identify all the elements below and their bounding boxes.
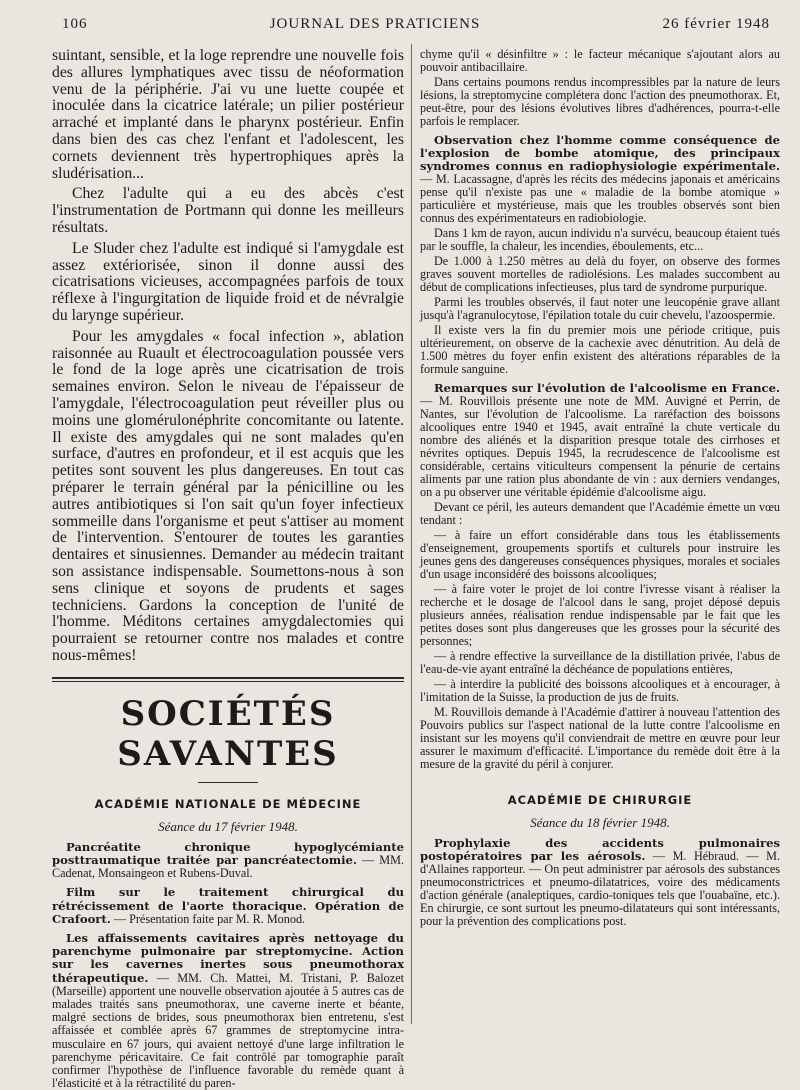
seance-date: Séance du 18 février 1948. — [530, 815, 670, 830]
paragraph: chyme qu'il « désinfiltre » : le facteur mécanique s'ajoutant alors au pouvoir antibacillaire. — [420, 47, 780, 74]
paragraph: M. Rouvillois demande à l'Académie d'attirer à nouveau l'attention des Pouvoirs publics sur l'aspect national de la lutte contre l'alcoolisme en insistant sur les moyens qu'il conviendrait de mettre en œuvre pour leur assurer le maximum d'efficacité. L'importance du remède doit être à la mesure de la gravité du péril à conjurer. — [420, 705, 780, 771]
page-header — [62, 14, 770, 34]
communication-item — [420, 382, 780, 499]
section-double-rule — [52, 677, 404, 682]
column-divider — [411, 44, 412, 1024]
issue-date: 26 février 1948 — [662, 15, 770, 32]
academy-heading: ACADÉMIE NATIONALE DE MÉDECINE — [94, 796, 362, 811]
item-title: Pancréatite chronique hypoglycémiante posttraumatique traitée par pancréatectomie. — [52, 839, 404, 867]
paragraph: Chez l'adulte qui a eu des abcès c'est l'instrumentation de Portmann qui donne les meilleurs résultats. — [52, 185, 404, 236]
paragraph: Le Sluder chez l'adulte est indiqué si l'amygdale est assez extériorisée, sinon il donne aussi des cicatrisations vicieuses, accompagnées parfois de toux réflexe à l'ingurgitation de liquide froid et de névralgie du larynge supérieur. — [52, 239, 404, 324]
item-text: — Présentation faite par M. R. Monod. — [110, 911, 306, 926]
left-column — [52, 47, 404, 1090]
communication-item — [52, 886, 404, 926]
communication-item — [420, 134, 780, 225]
item-title: Prophylaxie des accidents pulmonaires postopératoires par les aérosols. — [420, 836, 780, 863]
paragraph: — à faire un effort considérable dans tous les établissements d'enseignement, groupements sportifs et culturels pour instruire les jeunes gens des dangereuses conséquences physiques, morales et sociales d'un usage inconsidéré des boissons alcooliques; — [420, 528, 780, 581]
academy-heading: ACADÉMIE DE CHIRURGIE — [507, 793, 693, 807]
right-column — [420, 48, 780, 1028]
item-text: — M. Hébraud. — M. d'Allaines rapporteur. — On peut administrer par aérosols des substances pneumoconstrictrices et pneumo-dilatatrices, voire des médicaments d'action générale (analeptiques, cardio-toniques tels que l'ouabaïne, etc.). En chirurgie, ce sont surtout les pneumo-dilatateurs qui sont intéressants, pour la prévention des complications post. — [420, 849, 780, 928]
journal-title: JOURNAL DES PRATICIENS — [269, 15, 481, 32]
paragraph: — à faire voter le projet de loi contre l'ivresse visant à réaliser la recherche et le dosage de l'alcool dans le sang, projet déposé depuis plusieurs années, réalisation rendue indispensable par le fait que les petites doses sont plus dangereuses que les grosses pour la sécurité des personnes; — [420, 582, 780, 648]
title-underline — [198, 782, 258, 783]
communication-item — [52, 932, 404, 1090]
page-number: 106 — [62, 15, 88, 32]
paragraph: Dans 1 km de rayon, aucun individu n'a survécu, beaucoup étaient tués par le souffle, la chaleur, les incendies, éboulements, etc... — [420, 226, 780, 253]
paragraph: — à rendre effective la surveillance de la distillation privée, l'abus de l'eau-de-vie ayant entraîné la déchéance de populations entières, — [420, 649, 780, 676]
communication-item — [420, 837, 780, 928]
paragraph: Devant ce péril, les auteurs demandent que l'Académie émette un vœu tendant : — [420, 500, 780, 527]
item-text: — M. Rouvillois présente une note de MM. Auvigné et Perrin, de Nantes, sur l'évolution de l'alcoolisme. La raréfaction des boissons alcooliques entre 1940 et 1945, avait entraîné la chute verticale du nombre des aliénés et la disparition presque totale des cirrhoses et névrites optiques. Depuis 1945, la recrudescence de l'alcoolisme est considérable, certains viticulteurs compensent la pénurie de certains aliments par une ration plus abondante de vin : aux derniers vendanges, on a pu observer une véritable épidémie d'alcoolisme aigu. — [420, 394, 780, 499]
paragraph: Pour les amygdales « focal infection », ablation raisonnée au Ruault et électrocoagulation poussée vers le fond de la loge après une cicatrisation de trois semaines environ. Selon le niveau de l'épaisseur de l'amygdale, l'électrocoagulation peut réveiller plus ou moins une glomérulonéphrite concomitante ou latente. Il existe des amygdales qui ne sont malades qu'en surface, d'autres en profondeur, et il est acquis que les petites sont souvent les plus dangereuses. En tout cas préparer le terrain général par la pénicilline ou les autres antibiotiques si l'on sait qu'un foyer infectieux sommeille dans l'organisme et peut s'attiser au moment de l'intervention. S'entourer de toutes les garanties dentaires et sinusiennes. Demander au médecin traitant son assistance indispensable. Soumettons-nous à son sens clinique et soyons de prudents et sages techniciens. Gardons la conception de l'unité de l'homme. Méditons certaines amygdalectomies qui pourraient se retourner contre nos malades et contre nous-mêmes! — [52, 327, 404, 664]
paragraph: Dans certains poumons rendus incompressibles par la nature de leurs lésions, la streptomycine complétera donc l'action des pneumothorax. Et, peut-être, pour des lésions évolutives libres d'adhérences, pourra-t-elle parfois le remplacer. — [420, 75, 780, 128]
communication-item — [52, 841, 404, 881]
paragraph: Parmi les troubles observés, il faut noter une leucopénie grave allant jusqu'à l'agranulocytose, l'épilation totale du cuir chevelu, l'azoospermie. — [420, 295, 780, 322]
paragraph: De 1.000 à 1.250 mètres au delà du foyer, on observe des formes graves souvent mortelles de radiolésions. Les malades succombent au début de complications infectieuses, plus tard de syndrome purpurique. — [420, 254, 780, 294]
item-text: — M. Lacassagne, d'après les récits des médecins japonais et américains pense qu'il n'existe pas une « maladie de la bombe atomique » particulière et mystérieuse, mais que les troubles observés sont bien connus des expérimentateurs en radiobiologie. — [420, 172, 780, 225]
item-text: — MM. Cadenat, Monsaingeon et Rubens-Duval. — [52, 852, 404, 881]
item-text: — MM. Ch. Mattei, M. Tristani, P. Balozet (Marseille) apportent une nouvelle observation ajoutée à 5 autres cas de malades traités sans pneumothorax, une caverne inerte et béante, malgré sections de brides, sous pneumothorax bien entretenu, s'est affaissée et comblée après 67 grammes de streptomycine intra-musculaire en 67 jours, qui avaient nettoyé d'une large infiltration le parenchyme péricavitaire. Ce fait contrôlé par tomographie paraît confirmer l'hypothèse de l'influence favorable du remède quant à l'élasticité et à la rétractilité du paren- — [52, 970, 404, 1090]
item-title: Film sur le traitement chirurgical du rétrécissement de l'aorte thoracique. Opération de Crafoort. — [52, 885, 404, 926]
section-title: SOCIÉTÉS SAVANTES — [117, 693, 339, 774]
paragraph: — à interdire la publicité des boissons alcooliques et à encourager, à l'imitation de la Suisse, la production de jus de fruits. — [420, 677, 780, 704]
item-title: Remarques sur l'évolution de l'alcoolisme en France. — [434, 381, 780, 395]
paragraph: suintant, sensible, et la loge reprendre une nouvelle fois des allures lymphatiques avec tissu de néoformation venu de la périphérie. J'ai vu une luette coupée et inoculée dans la cicatrice latérale; un pilier postérieur arraché et implanté dans le pharynx postérieur. Enfin dans bien des cas chez l'enfant et l'adolescent, les cornets deviennent très hypertrophiques après la sludérisation... — [52, 47, 404, 182]
item-title: Les affaissements cavitaires après nettoyage du parenchyme pulmonaire par streptomycine. Action sur les cavernes inertes sous pneumothorax thérapeutique. — [52, 930, 404, 985]
item-title: Observation chez l'homme comme conséquence de l'explosion de bombe atomique, des principaux syndromes connus en radiophysiologie expérimentale. — [420, 133, 780, 173]
paragraph: Il existe vers la fin du premier mois une période critique, puis ultérieurement, on observe de la cachexie avec dénutrition. Au delà de 1.500 mètres du foyer enfin existent des altérations réparables de la formule sanguine. — [420, 323, 780, 376]
seance-date: Séance du 17 février 1948. — [158, 818, 298, 834]
